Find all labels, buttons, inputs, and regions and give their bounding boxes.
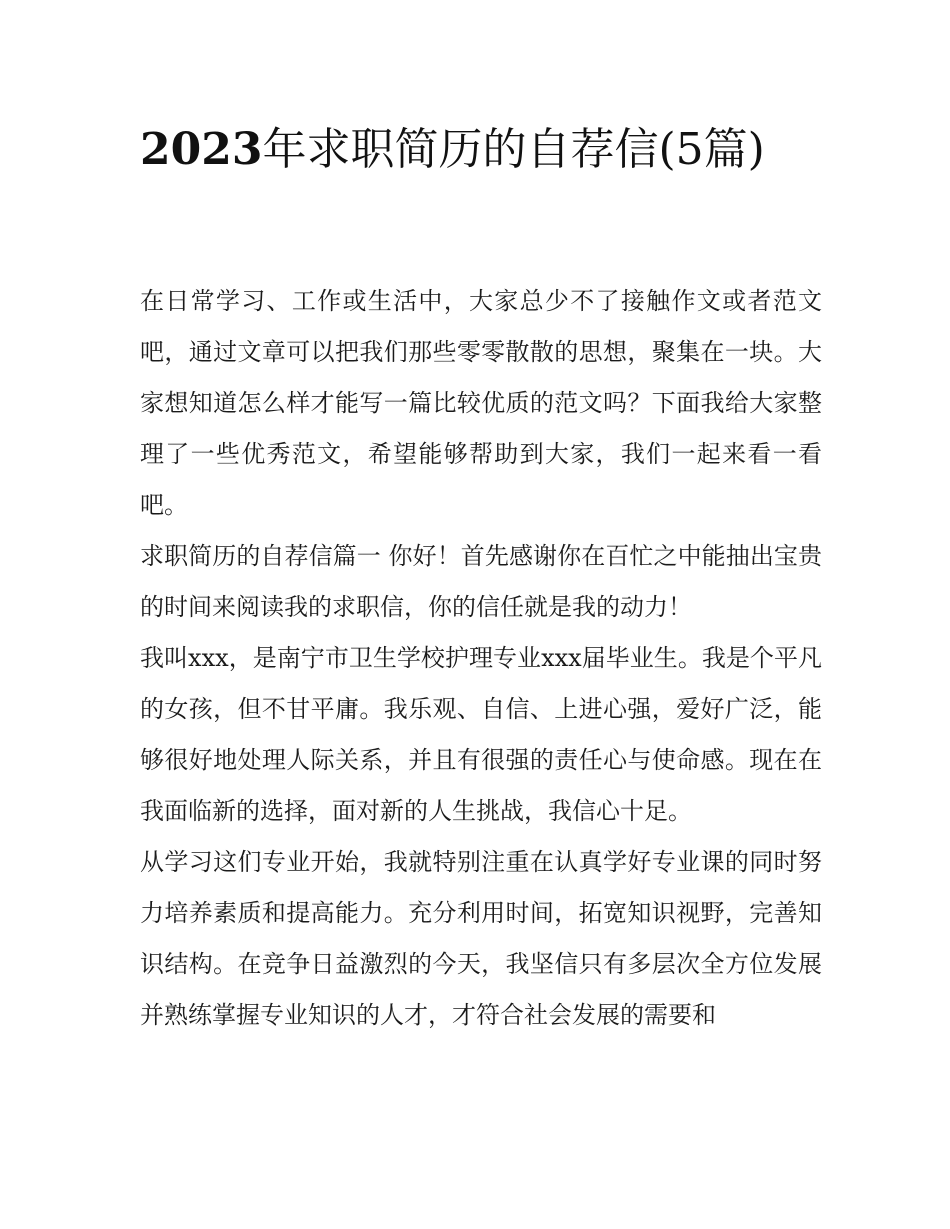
study-paragraph: 从学习这们专业开始，我就特别注重在认真学好专业课的同时努力培养素质和提高能力。充分利用时间，拓宽知识视野，完善知识结构。在竞争日益激烈的今天，我坚信只有多层次全方位发展并熟练掌握专业知识的人才，才符合社会发展的需要和 bbox=[140, 848, 822, 1029]
title-year: 2023 bbox=[140, 124, 263, 175]
self-introduction-paragraph: 我叫xxx，是南宁市卫生学校护理专业xxx届毕业生。我是个平凡的女孩，但不甘平庸。我乐观、自信、上进心强，爱好广泛，能够很好地处理人际关系，并且有很强的责任心与使命感。现在在我面临新的选择，面对新的人生挑战，我信心十足。 bbox=[140, 644, 822, 825]
letter-greeting-paragraph: 求职简历的自荐信篇一 你好！首先感谢你在百忙之中能抽出宝贵的时间来阅读我的求职信，你的信任就是我的动力！ bbox=[140, 542, 822, 621]
page-title: 2023年求职简历的自荐信(5篇) bbox=[140, 124, 765, 175]
intro-paragraph: 在日常学习、工作或生活中，大家总少不了接触作文或者范文吧，通过文章可以把我们那些零零散散的思想，聚集在一块。大家想知道怎么样才能写一篇比较优质的范文吗？下面我给大家整理了一些优秀范文，希望能够帮助到大家，我们一起来看一看吧。 bbox=[140, 287, 822, 519]
document-body bbox=[140, 276, 822, 1041]
